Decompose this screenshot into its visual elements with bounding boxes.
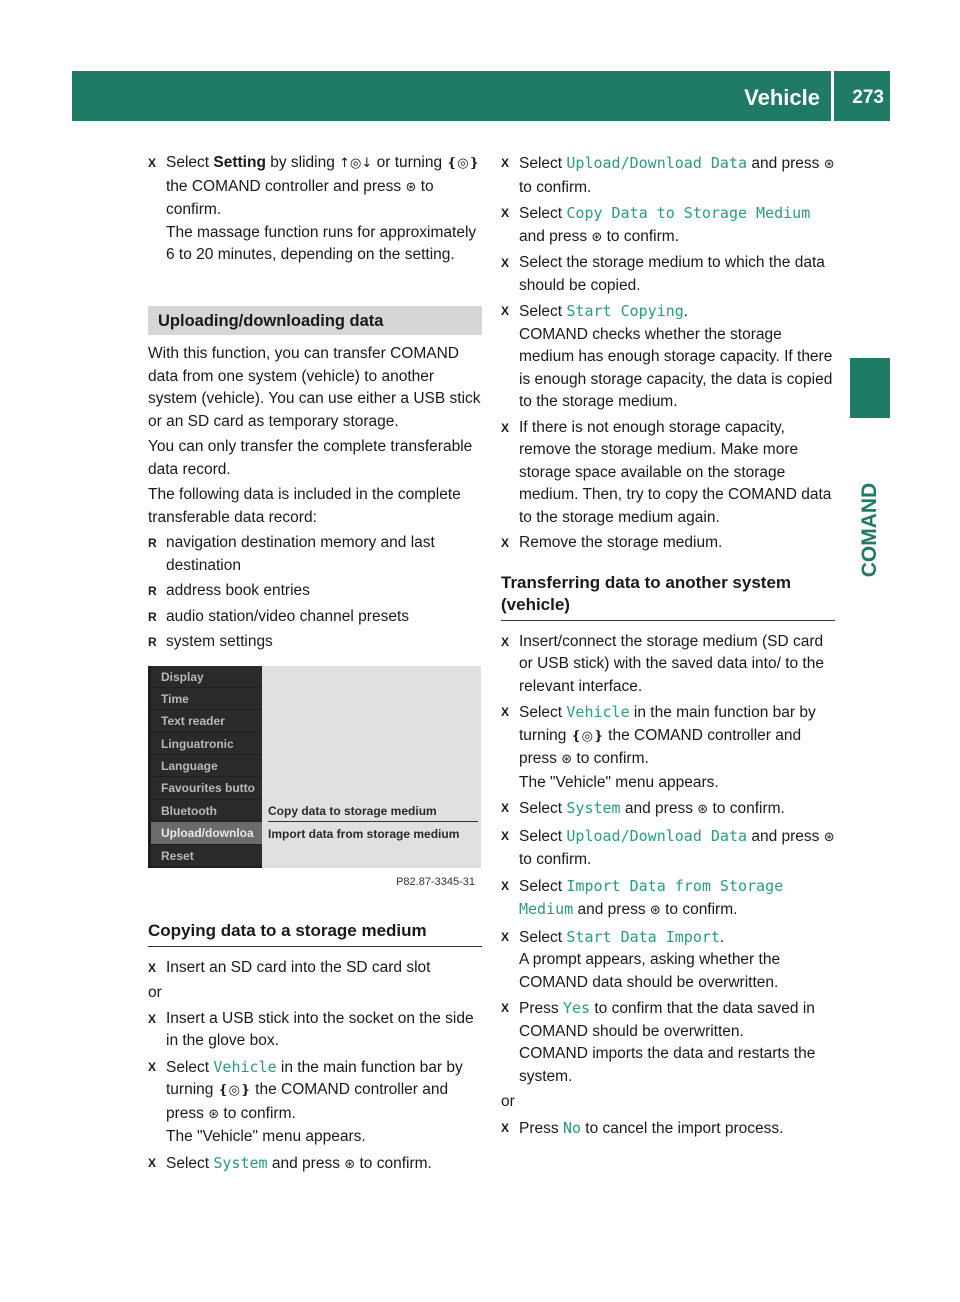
step: X Insert/connect the storage medium (SD card or USB stick) with the saved data into/ to the relevant interface. bbox=[501, 631, 835, 699]
step-start-import: X Select Start Data Import. A prompt appears, asking whether the COMAND data should be overwritten. bbox=[501, 926, 835, 995]
menu-item-time: Time bbox=[148, 688, 262, 710]
chapter-title: Vehicle bbox=[744, 85, 820, 110]
step-press-yes: X Press Yes to confirm that the data saved in COMAND should be overwritten. COMAND imports the data and restarts the system. bbox=[501, 997, 835, 1088]
step-result: COMAND imports the data and restarts the system. bbox=[519, 1045, 816, 1085]
press-controller-icon: ⊛ bbox=[344, 1156, 356, 1172]
right-column bbox=[501, 152, 835, 1143]
side-label bbox=[855, 430, 885, 630]
press-controller-icon: ⊛ bbox=[405, 179, 417, 195]
submenu-pane bbox=[262, 666, 481, 868]
step-select-system: X Select System and press ⊛ to confirm. bbox=[501, 797, 835, 822]
step: X Remove the storage medium. bbox=[501, 532, 835, 555]
side-tab bbox=[850, 358, 890, 418]
menu-item-text-reader: Text reader bbox=[148, 710, 262, 732]
comand-screen-image bbox=[148, 666, 481, 894]
image-code: P82.87-3345-31 bbox=[396, 876, 475, 888]
step-start-copying: X Select Start Copying. COMAND checks whether the storage medium has enough storage capacity. If there is enough storage capacity, the data is copied to the storage medium. bbox=[501, 300, 835, 414]
press-controller-icon: ⊛ bbox=[561, 752, 573, 767]
section-heading-upload: Uploading/downloading data bbox=[148, 306, 482, 336]
or-text: or bbox=[148, 984, 162, 1001]
menu-item-reset: Reset bbox=[148, 845, 262, 867]
list-item: R system settings bbox=[148, 631, 482, 654]
paragraph: The following data is included in the complete transferable data record: bbox=[148, 486, 461, 526]
step-result: The "Vehicle" menu appears. bbox=[519, 773, 719, 791]
step-result: The "Vehicle" menu appears. bbox=[166, 1128, 366, 1145]
step-press-no: X Press No to cancel the import process. bbox=[501, 1117, 835, 1141]
press-controller-icon: ⊛ bbox=[649, 903, 661, 918]
paragraph: With this function, you can transfer COMAND data from one system (vehicle) to another system (vehicle). You can use either a USB stick or an SD card as temporary storage. bbox=[148, 345, 481, 430]
option-import-data: Import data from storage medium bbox=[268, 826, 460, 841]
step-select-setting: X Select Setting by sliding ↑◎↓ or turning ❴◎❵ the COMAND controller and press ⊛ to confirm. The massage function runs for approximately 6 to 20 minutes, depending on the setting. bbox=[148, 152, 482, 267]
menu-item-favourites: Favourites butto bbox=[148, 777, 262, 799]
step: X Insert an SD card into the SD card slot bbox=[148, 957, 482, 980]
menu-item-linguatronic: Linguatronic bbox=[148, 733, 262, 755]
press-controller-icon: ⊛ bbox=[208, 1106, 220, 1122]
step-result: The massage function runs for approximately 6 to 20 minutes, depending on the setting. bbox=[166, 223, 477, 263]
menu-item-display: Display bbox=[148, 666, 262, 688]
list-item: R navigation destination memory and last destination bbox=[148, 532, 482, 577]
step-select-vehicle: X Select Vehicle in the main function bar by turning ❴◎❵ the COMAND controller and press ⊛ to confirm. The "Vehicle" menu appears. bbox=[148, 1056, 482, 1149]
side-label-text: COMAND bbox=[858, 482, 881, 578]
step-select-system: X Select System and press ⊛ to confirm. bbox=[148, 1152, 482, 1177]
step-select-upload-download: X Select Upload/Download Data and press ⊛ to confirm. bbox=[501, 825, 835, 872]
paragraph: You can only transfer the complete transferable data record. bbox=[148, 438, 473, 478]
option-copy-data: Copy data to storage medium bbox=[268, 800, 478, 822]
list-item: R audio station/video channel presets bbox=[148, 606, 482, 629]
press-controller-icon: ⊛ bbox=[823, 829, 835, 845]
page-number: 273 bbox=[852, 87, 884, 108]
step-select-upload-download: X Select Upload/Download Data and press ⊛ to confirm. bbox=[501, 152, 835, 199]
menu-item-language: Language bbox=[148, 755, 262, 777]
page-header bbox=[72, 71, 890, 121]
or-text: or bbox=[501, 1093, 515, 1110]
turn-controller-icon: ❴◎❵ bbox=[217, 1083, 251, 1098]
press-controller-icon: ⊛ bbox=[591, 229, 603, 245]
step: X Insert a USB stick into the socket on the side in the glove box. bbox=[148, 1008, 482, 1053]
slide-controller-icon: ↑◎↓ bbox=[339, 156, 373, 171]
system-menu bbox=[148, 666, 262, 868]
turn-controller-icon: ❴◎❵ bbox=[446, 156, 480, 171]
step: X If there is not enough storage capacity, remove the storage medium. Make more storage space available on the storage medium. Then, try to copy the COMAND data to the storage medium again. bbox=[501, 417, 835, 530]
step-select-import-data: X Select Import Data from Storage Medium and press ⊛ to confirm. bbox=[501, 875, 835, 923]
turn-controller-icon: ❴◎❵ bbox=[570, 728, 604, 744]
header-divider bbox=[831, 71, 834, 121]
menu-item-bluetooth: Bluetooth bbox=[148, 800, 262, 822]
step-result: COMAND checks whether the storage medium has enough storage capacity. If there is enough storage capacity, the data is copied to the storage medium. bbox=[519, 325, 833, 410]
list-item: R address book entries bbox=[148, 580, 482, 603]
step-result: A prompt appears, asking whether the COMAND data should be overwritten. bbox=[519, 951, 781, 991]
subheading-transfer: Transferring data to another system (vehicle) bbox=[501, 572, 835, 621]
step-select-vehicle: X Select Vehicle in the main function bar by turning ❴◎❵ the COMAND controller and press ⊛ to confirm. The "Vehicle" menu appears. bbox=[501, 701, 835, 794]
subheading-copy: Copying data to a storage medium bbox=[148, 920, 482, 947]
press-controller-icon: ⊛ bbox=[823, 157, 835, 172]
step-select-copy-data: X Select Copy Data to Storage Medium and press ⊛ to confirm. bbox=[501, 202, 835, 249]
menu-item-upload-download: Upload/downloa bbox=[148, 822, 262, 844]
left-column bbox=[148, 152, 482, 1179]
press-controller-icon: ⊛ bbox=[697, 802, 709, 817]
step: X Select the storage medium to which the data should be copied. bbox=[501, 252, 835, 297]
